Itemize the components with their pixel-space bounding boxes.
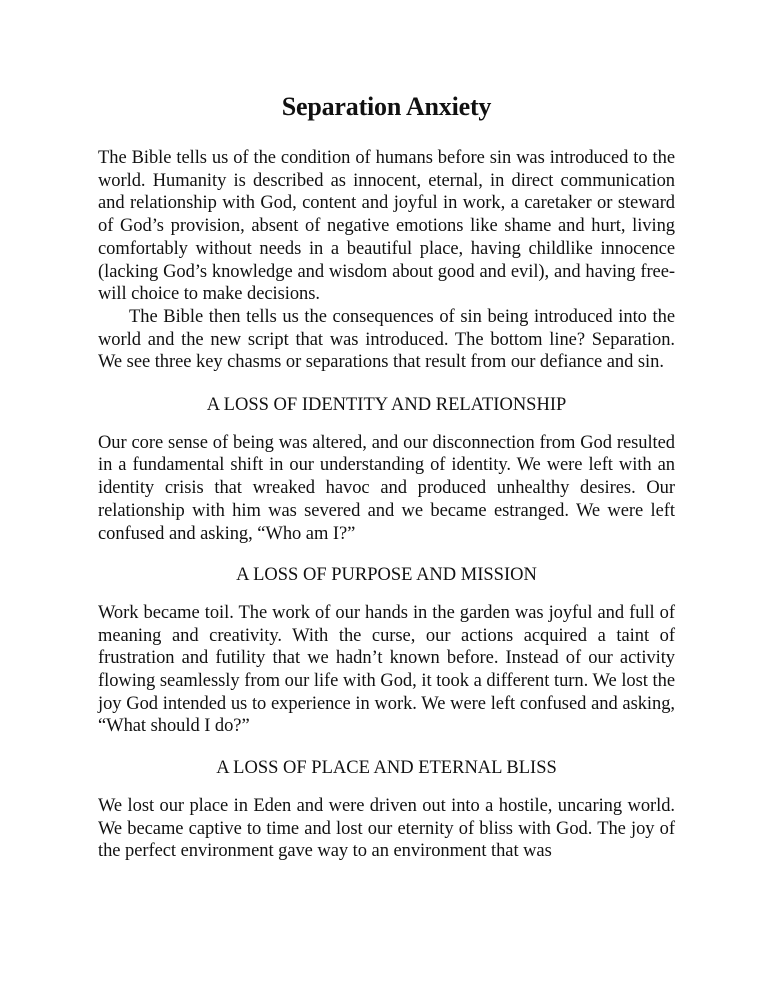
page-title: Separation Anxiety [281,92,492,121]
consequences-paragraph: The Bible then tells us the consequences of sin being introduced into the world and the new script that was introduced. The bottom line? Separation. We see three key chasms or separations that result from our defiance and sin. [98,306,675,373]
section-heading-purpose: A LOSS OF PURPOSE AND MISSION [236,565,537,586]
intro-paragraph: The Bible tells us of the condition of humans before sin was introduced to the world. Humanity is described as innocent, eternal, in direct communication and relationship with God, content and joyful in work, a caretaker or steward of God’s provision, absent of negative emotions like shame and hurt, living comfortably without needs in a beautiful place, having childlike innocence (lacking God’s knowledge and wisdom about good and evil), and having free-will choice to make decisions. [98,148,675,305]
section-body-purpose: Work became toil. The work of our hands in the garden was joyful and full of meaning and creativity. With the curse, our actions acquired a taint of frustration and futility that we hadn’t known before. Instead of our activity flowing seamlessly from our life with God, it took a different turn. We lost the joy God intended us to experience in work. We were left confused and asking, “What should I do?” [98,602,675,737]
section-body-identity: Our core sense of being was altered, and our disconnection from God resulted in a fundamental shift in our understanding of identity. We were left with an identity crisis that wreaked havoc and produced unhealthy desires. Our relationship with him was severed and we became estranged. We were left confused and asking, “Who am I?” [98,432,675,544]
document-content [98,90,675,863]
section-heading-identity: A LOSS OF IDENTITY AND RELATIONSHIP [206,395,567,416]
section-body-place: We lost our place in Eden and were driven out into a hostile, uncaring world. We became captive to time and lost our eternity of bliss with God. The joy of the perfect environment gave way to an environment that was [98,795,675,862]
section-heading-place: A LOSS OF PLACE AND ETERNAL BLISS [216,758,557,779]
